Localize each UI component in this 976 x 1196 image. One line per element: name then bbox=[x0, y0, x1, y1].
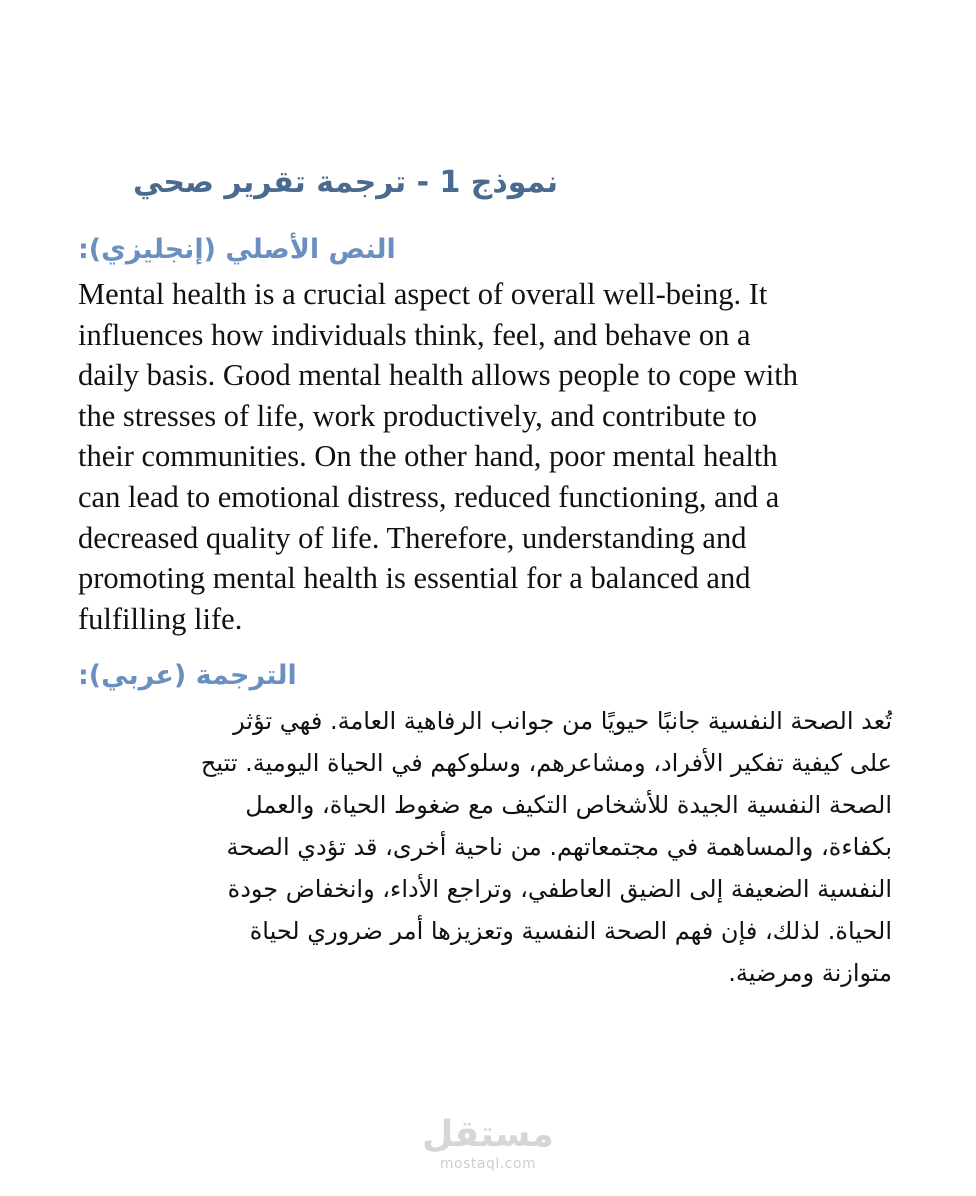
arabic-line: متوازنة ومرضية. bbox=[728, 959, 892, 987]
document-title: نموذج 1 - ترجمة تقرير صحي bbox=[132, 165, 558, 200]
original-section-label: النص الأصلي (إنجليزي): bbox=[78, 234, 396, 265]
arabic-line: على كيفية تفكير الأفراد، ومشاعرهم، وسلوكهم في الحياة اليومية. تتيح bbox=[200, 749, 892, 777]
arabic-line: الحياة. لذلك، فإن فهم الصحة النفسية وتعزيزها أمر ضروري لحياة bbox=[249, 917, 892, 945]
english-line: the stresses of life, work productively, and contribute to bbox=[78, 398, 758, 433]
english-line: influences how individuals think, feel, and behave on a bbox=[78, 317, 751, 352]
english-line: decreased quality of life. Therefore, understanding and bbox=[78, 520, 747, 555]
arabic-line: النفسية الضعيفة إلى الضيق العاطفي، وتراجع الأداء، وانخفاض جودة bbox=[227, 875, 892, 903]
arabic-translation-text bbox=[70, 700, 892, 994]
arabic-line: الصحة النفسية الجيدة للأشخاص التكيف مع ضغوط الحياة، والعمل bbox=[245, 791, 892, 819]
arabic-line: تُعد الصحة النفسية جانبًا حيويًا من جوانب الرفاهية العامة. فهي تؤثر bbox=[233, 707, 892, 735]
english-line: daily basis. Good mental health allows people to cope with bbox=[78, 358, 798, 393]
original-english-text bbox=[78, 274, 918, 639]
english-line: their communities. On the other hand, poor mental health bbox=[78, 439, 778, 474]
english-line: Mental health is a crucial aspect of overall well-being. It bbox=[78, 277, 768, 311]
watermark-url: mostaql.com bbox=[439, 1156, 537, 1172]
translation-section-label: الترجمة (عربي): bbox=[78, 660, 297, 691]
english-line: can lead to emotional distress, reduced functioning, and a bbox=[78, 479, 780, 514]
english-line: promoting mental health is essential for a balanced and bbox=[78, 561, 751, 596]
mostaql-watermark bbox=[0, 1115, 976, 1173]
watermark-logo: مستقل bbox=[422, 1114, 554, 1155]
english-line: fulfilling life. bbox=[78, 601, 243, 636]
arabic-line: بكفاءة، والمساهمة في مجتمعاتهم. من ناحية أخرى، قد تؤدي الصحة bbox=[226, 833, 892, 861]
